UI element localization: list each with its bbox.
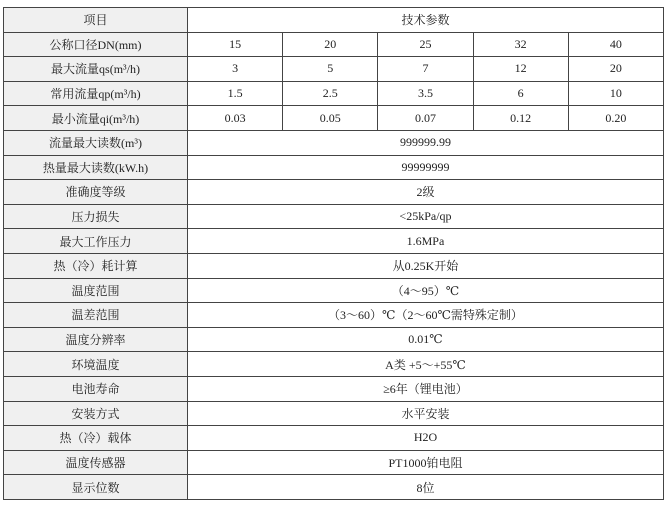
header-row (4, 8, 664, 33)
row-label: 压力损失 (4, 204, 188, 229)
row-label: 公称口径DN(mm) (4, 32, 188, 57)
row-value: 8位 (188, 475, 664, 500)
row-label: 准确度等级 (4, 180, 188, 205)
table-row (4, 426, 664, 451)
row-value: 从0.25K开始 (188, 253, 664, 278)
row-label: 温度传感器 (4, 450, 188, 475)
row-label: 流量最大读数(m³) (4, 130, 188, 155)
row-value: <25kPa/qp (188, 204, 664, 229)
row-value: 1.6MPa (188, 229, 664, 254)
spec-table (3, 7, 664, 500)
row-value: 1.5 (188, 81, 283, 106)
row-value: 3.5 (378, 81, 473, 106)
row-label: 常用流量qp(m³/h) (4, 81, 188, 106)
row-value: （3～60）℃（2～60℃需特殊定制） (188, 303, 664, 328)
table-row (4, 253, 664, 278)
row-value: 25 (378, 32, 473, 57)
table-row (4, 475, 664, 500)
table-row (4, 106, 664, 131)
row-label: 热量最大读数(kW.h) (4, 155, 188, 180)
row-value: H2O (188, 426, 664, 451)
row-value: （4～95）℃ (188, 278, 664, 303)
row-value: 0.20 (568, 106, 663, 131)
row-value: 2级 (188, 180, 664, 205)
row-label: 电池寿命 (4, 376, 188, 401)
row-label: 环境温度 (4, 352, 188, 377)
row-value: 0.12 (473, 106, 568, 131)
row-value: 20 (283, 32, 378, 57)
table-row (4, 204, 664, 229)
spec-table-body (4, 8, 664, 500)
table-row (4, 376, 664, 401)
table-row (4, 450, 664, 475)
row-label: 温度分辨率 (4, 327, 188, 352)
row-value: 12 (473, 57, 568, 82)
row-value: 20 (568, 57, 663, 82)
row-label: 安装方式 (4, 401, 188, 426)
row-value: 0.07 (378, 106, 473, 131)
row-value: 水平安装 (188, 401, 664, 426)
table-row (4, 229, 664, 254)
header-item-cell: 项目 (4, 8, 188, 33)
row-label: 最大工作压力 (4, 229, 188, 254)
table-row (4, 352, 664, 377)
row-label: 温差范围 (4, 303, 188, 328)
row-label: 最小流量qi(m³/h) (4, 106, 188, 131)
row-value: 6 (473, 81, 568, 106)
table-row (4, 180, 664, 205)
table-row (4, 57, 664, 82)
table-row (4, 130, 664, 155)
table-row (4, 327, 664, 352)
row-label: 最大流量qs(m³/h) (4, 57, 188, 82)
row-value: 5 (283, 57, 378, 82)
table-row (4, 32, 664, 57)
row-value: A类 +5～+55℃ (188, 352, 664, 377)
row-value: 15 (188, 32, 283, 57)
row-value: 0.05 (283, 106, 378, 131)
row-value: 7 (378, 57, 473, 82)
table-row (4, 81, 664, 106)
row-value: 999999.99 (188, 130, 664, 155)
row-value: 0.03 (188, 106, 283, 131)
row-label: 显示位数 (4, 475, 188, 500)
row-value: 2.5 (283, 81, 378, 106)
table-row (4, 303, 664, 328)
row-value: 3 (188, 57, 283, 82)
row-value: 0.01℃ (188, 327, 664, 352)
table-row (4, 278, 664, 303)
table-row (4, 155, 664, 180)
row-value: 40 (568, 32, 663, 57)
row-label: 温度范围 (4, 278, 188, 303)
row-label: 热（冷）耗计算 (4, 253, 188, 278)
table-row (4, 401, 664, 426)
row-value: 10 (568, 81, 663, 106)
row-value: 32 (473, 32, 568, 57)
row-value: ≥6年（锂电池） (188, 376, 664, 401)
row-label: 热（冷）载体 (4, 426, 188, 451)
header-params-cell: 技术参数 (188, 8, 664, 33)
row-value: 99999999 (188, 155, 664, 180)
row-value: PT1000铂电阻 (188, 450, 664, 475)
